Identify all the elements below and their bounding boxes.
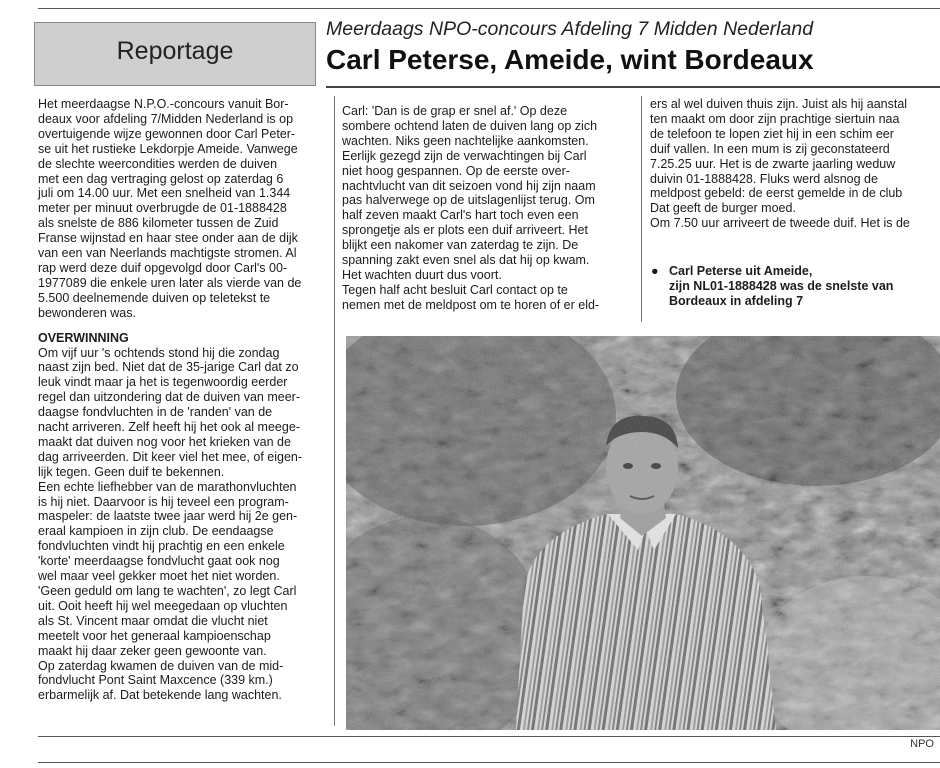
column-1 xyxy=(38,97,324,703)
text-line: regel dan uitzondering dat de duiven van meer- xyxy=(38,390,300,405)
text-line: overtuigende wijze gewonnen door Carl Peter- xyxy=(38,126,296,141)
text-line: is hij niet. Daarvoor is hij teveel een program- xyxy=(38,494,289,509)
text-line: van een van Neerlands machtigste stromen. Al xyxy=(38,246,297,261)
text-line: nachtvlucht van dit seizoen vond hij zijn naam xyxy=(342,178,596,193)
intro-paragraph xyxy=(38,97,324,321)
text-line: maspeler: de laatste twee jaar werd hij 2e gen- xyxy=(38,509,298,524)
body-paragraph-3 xyxy=(38,659,324,704)
text-line: Om vijf uur 's ochtends stond hij die zondag xyxy=(38,345,280,360)
article-photo xyxy=(346,336,940,730)
caption-line: zijn NL01-1888428 was de snelste van xyxy=(669,279,894,293)
text-line: 'korte' meerdaagse fondvlucht gaat ook nog xyxy=(38,554,280,569)
text-line: meetelt voor het generaal kampioenschap xyxy=(38,628,271,643)
text-line: 5.500 deelnemende duiven op teletekst te xyxy=(38,290,271,305)
text-line: erbarmelijk af. Dat betekende lang wachten. xyxy=(38,688,282,703)
text-line: 1977089 die enkele uren later als vierde van de xyxy=(38,275,302,290)
text-line: fondvlucht Pont Saint Maxcence (339 km.) xyxy=(38,673,273,688)
text-line: 7.25.25 uur. Het is de zwarte jaarling weduw xyxy=(650,156,896,171)
text-line: wel maar veel gekker moet het niet worden. xyxy=(38,569,280,584)
text-line: nacht arriveren. Zelf heeft hij het ook al meege- xyxy=(38,420,300,435)
text-line: als snelste de 886 kilometer tussen de Zuid xyxy=(38,216,279,231)
footer-label: NPO xyxy=(910,738,934,750)
text-line: Dat geeft de burger moed. xyxy=(650,201,796,216)
photo-illustration xyxy=(346,336,940,730)
col2-paragraph-1 xyxy=(342,104,628,283)
text-line: met een dag vertraging gelost op zaterdag 6 xyxy=(38,171,284,186)
column-3 xyxy=(650,97,940,231)
section-label-box xyxy=(34,22,316,86)
caption-line: Carl Peterse uit Ameide, xyxy=(669,264,813,278)
bottom-rule-2 xyxy=(38,762,940,763)
text-line: meldpost gebeld: de eerst gemelde in de club xyxy=(650,186,903,201)
text-line: niet hoog gespannen. Op de eerste over- xyxy=(342,163,570,178)
text-line: dag arriveerden. Dit keer viel het mee, of eigen- xyxy=(38,449,303,464)
text-line: ers al wel duiven thuis zijn. Juist als hij aanstal xyxy=(650,97,908,111)
text-line: Een echte liefhebber van de marathonvluchten xyxy=(38,479,297,494)
caption-line: Bordeaux in afdeling 7 xyxy=(669,294,804,308)
kicker: Meerdaags NPO-concours Afdeling 7 Midden Nederland xyxy=(326,18,814,40)
column-2 xyxy=(342,104,628,313)
text-line: Franse wijnstad en haar stee onder aan de dijk xyxy=(38,231,298,246)
text-line: pas halverwege op de uitslagenlijst terug. Om xyxy=(342,193,595,208)
text-line: uit. Ooit heeft hij wel meegedaan op vluchten xyxy=(38,598,288,613)
text-line: fondvluchten vindt hij prachtig en een enkele xyxy=(38,539,285,554)
text-line: Het meerdaagse N.P.O.-concours vanuit Bor- xyxy=(38,97,289,111)
body-paragraph-2 xyxy=(38,480,324,659)
text-line: naast zijn bed. Niet dat de 35-jarige Carl dat zo xyxy=(38,360,299,375)
text-line: maakt dat duiven nog voor het krieken van de xyxy=(38,434,291,449)
text-line: rap werd deze duif opgevolgd door Carl's 00- xyxy=(38,260,288,275)
text-line: ten maakt om door zijn prachtige siertuin naa xyxy=(650,111,900,126)
text-line: sprongetje als er plots een duif arriveert. Het xyxy=(342,223,588,238)
bottom-rule xyxy=(38,736,940,737)
text-line: duif vallen. In een mum is zij geconstateerd xyxy=(650,141,890,156)
text-line: Tegen half acht besluit Carl contact op te xyxy=(342,282,568,297)
text-line: spanning zakt even snel als dat hij op kwam. xyxy=(342,253,590,268)
text-line: Carl: 'Dan is de grap er snel af.' Op deze xyxy=(342,104,568,118)
text-line: wachten. Niks geen nachtelijke aankomsten. xyxy=(342,133,589,148)
headline-rule xyxy=(326,86,940,88)
text-line: nemen met de meldpost om te horen of er eld- xyxy=(342,297,600,312)
headline: Carl Peterse, Ameide, wint Bordeaux xyxy=(326,44,814,75)
text-line: Om 7.50 uur arriveert de tweede duif. Het is de xyxy=(650,216,910,231)
text-line: sombere ochtend laten de duiven lang op zich xyxy=(342,118,598,133)
section-label: Reportage xyxy=(116,37,234,65)
text-line: de telefoon te lopen ziet hij in een schim eer xyxy=(650,126,894,141)
text-line: duivin 01-1888428. Fluks werd alsnog de xyxy=(650,171,878,186)
text-line: Op zaterdag kwamen de duiven van de mid- xyxy=(38,658,284,673)
text-line: bewonderen was. xyxy=(38,305,136,320)
column-divider-1 xyxy=(334,96,335,726)
text-line: leuk vindt maar ja het is tegenwoordig eerder xyxy=(38,375,288,390)
text-line: deaux voor afdeling 7/Midden Nederland is op xyxy=(38,111,294,126)
text-line: Het wachten duurt dus voort. xyxy=(342,267,502,282)
text-line: se uit het rustieke Lekdorpje Ameide. Vanwege xyxy=(38,141,298,156)
text-line: daagse fondvluchten in de 'randen' van de xyxy=(38,405,273,420)
text-line: als St. Vincent maar omdat die vlucht niet xyxy=(38,613,268,628)
text-line: juli om 14.00 uur. Met een snelheid van 1.344 xyxy=(38,186,291,201)
top-rule xyxy=(38,8,940,9)
text-line: meter per minuut overbrugde de 01-1888428 xyxy=(38,201,287,216)
column-divider-2 xyxy=(641,96,642,322)
text-line: de slechte weercondities werden de duiven xyxy=(38,156,278,171)
photo-caption xyxy=(651,264,936,309)
text-line: maakt hij daar zeker geen gewoonte van. xyxy=(38,643,267,658)
text-line: lijk tegen. Geen duif te bekennen. xyxy=(38,464,225,479)
body-paragraph-1 xyxy=(38,346,324,480)
bullet-icon: ● xyxy=(651,264,659,278)
text-line: 'Geen geduld om lang te wachten', zo legt Carl xyxy=(38,584,297,598)
text-line: half zeven maakt Carl's hart toch even een xyxy=(342,208,579,223)
text-line: Eerlijk gezegd zijn de verwachtingen bij Carl xyxy=(342,148,587,163)
text-line: blijkt een nakomer van zaterdag te zijn. De xyxy=(342,238,579,253)
col2-paragraph-2 xyxy=(342,283,628,313)
text-line: eraal kampioen in zijn club. De eendaagse xyxy=(38,524,274,539)
subhead-overwinning: OVERWINNING xyxy=(38,330,129,345)
